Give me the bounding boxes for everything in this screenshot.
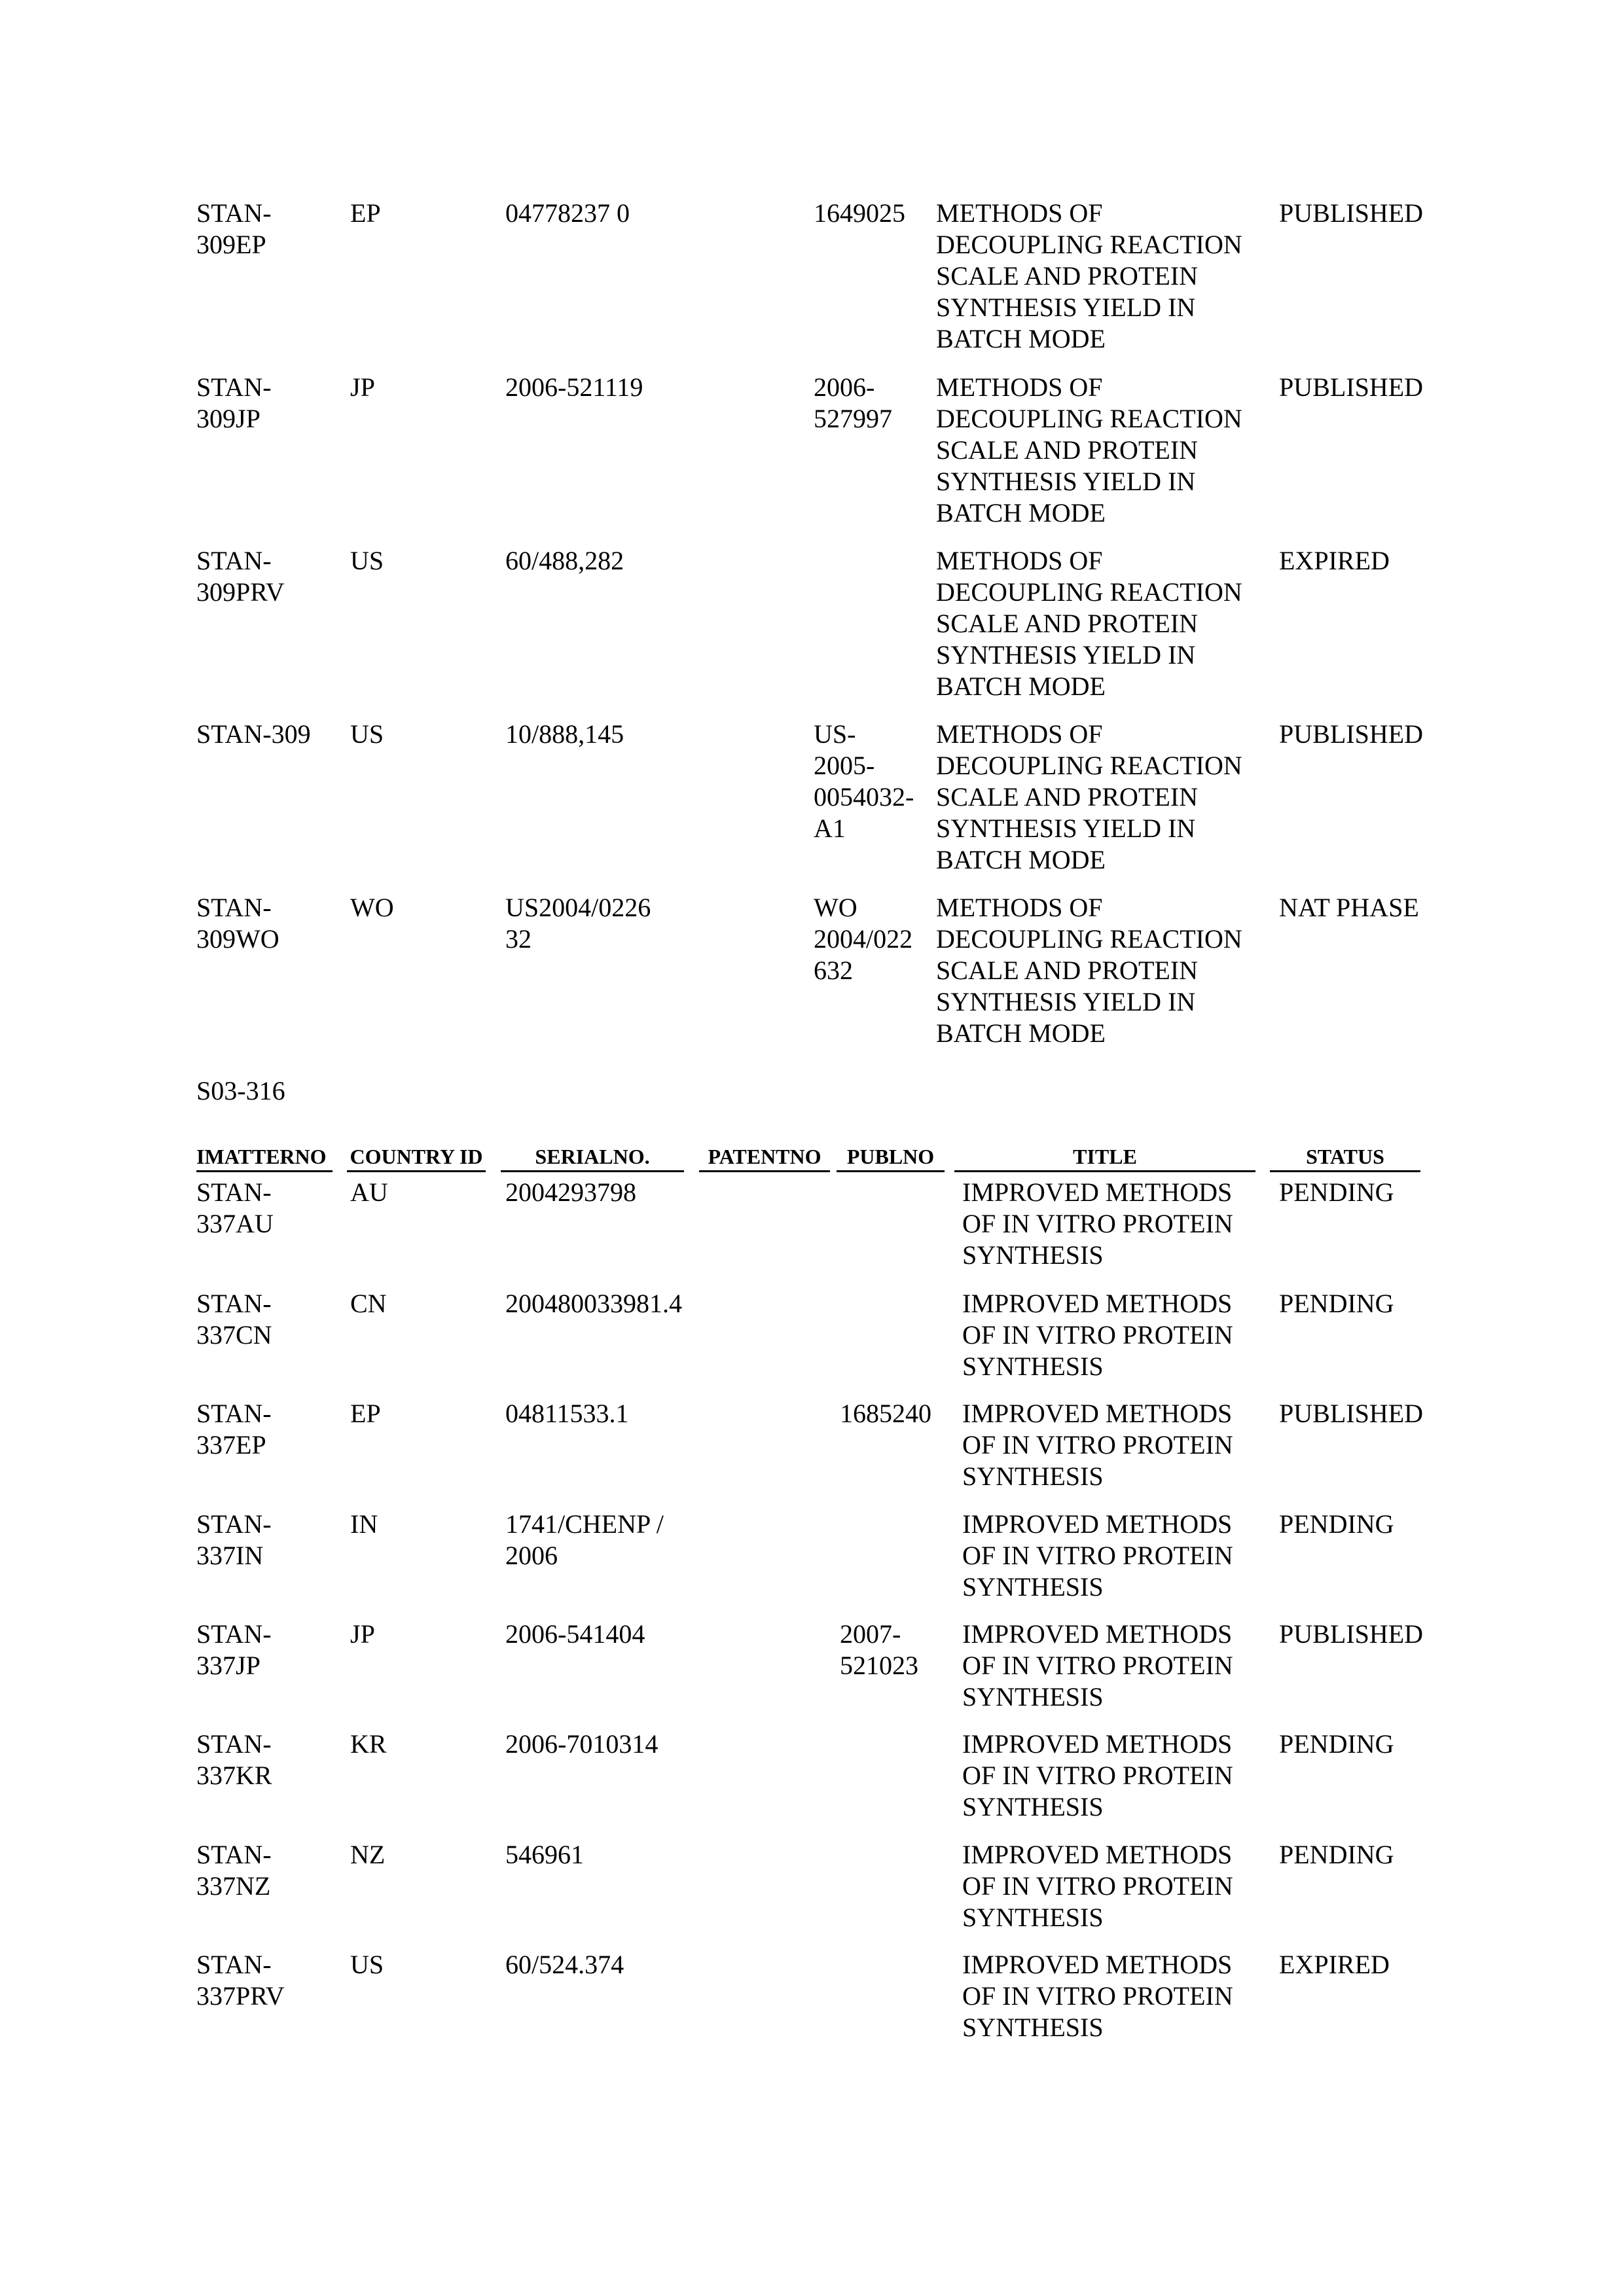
status: PENDING xyxy=(1279,1729,1394,1759)
country-id: WO xyxy=(350,893,394,922)
matter-number: STAN-309 xyxy=(196,719,311,749)
title: IMPROVED METHODS OF IN VITRO PROTEIN SYNTHESIS xyxy=(962,1509,1233,1602)
serial-number: 1741/CHENP / 2006 xyxy=(505,1509,664,1570)
country-id: US xyxy=(350,719,384,749)
country-id: EP xyxy=(350,198,381,228)
serial-number: 2006-541404 xyxy=(505,1619,645,1649)
matter-number: STAN- 337NZ xyxy=(196,1840,272,1901)
status: PUBLISHED xyxy=(1279,719,1424,749)
status: NAT PHASE xyxy=(1279,893,1419,922)
status: PENDING xyxy=(1279,1289,1394,1318)
matter-number: STAN- 337AU xyxy=(196,1177,274,1238)
serial-number: 200480033981.4 xyxy=(505,1289,682,1318)
matter-number: STAN- 337PRV xyxy=(196,1950,285,2011)
title: IMPROVED METHODS OF IN VITRO PROTEIN SYNTHESIS xyxy=(962,1399,1233,1491)
status: EXPIRED xyxy=(1279,546,1390,575)
matter-number: STAN- 309PRV xyxy=(196,546,285,607)
serial-number: 60/524.374 xyxy=(505,1950,624,1979)
country-id: IN xyxy=(350,1509,378,1539)
matter-number: STAN- 337CN xyxy=(196,1289,272,1350)
serial-number: 2004293798 xyxy=(505,1177,636,1207)
publication-number: 2007- 521023 xyxy=(840,1619,918,1680)
column-header-publication: PUBLNO xyxy=(837,1144,945,1172)
country-id: JP xyxy=(350,372,375,402)
column-header-status: STATUS xyxy=(1270,1144,1420,1172)
title: METHODS OF DECOUPLING REACTION SCALE AND PROTEIN SYNTHESIS YIELD IN BATCH MODE xyxy=(936,546,1242,701)
status: PENDING xyxy=(1279,1177,1394,1207)
column-header-matter: IMATTERNO xyxy=(196,1144,333,1172)
status: PENDING xyxy=(1279,1840,1394,1869)
serial-number: US2004/0226 32 xyxy=(505,893,651,954)
matter-number: STAN- 337IN xyxy=(196,1509,272,1570)
serial-number: 10/888,145 xyxy=(505,719,624,749)
serial-number: 2006-521119 xyxy=(505,372,643,402)
title: METHODS OF DECOUPLING REACTION SCALE AND PROTEIN SYNTHESIS YIELD IN BATCH MODE xyxy=(936,893,1242,1048)
column-header-title: TITLE xyxy=(954,1144,1255,1172)
matter-number: STAN- 309WO xyxy=(196,893,280,954)
serial-number: 04778237 0 xyxy=(505,198,630,228)
column-header-serial: SERIALNO. xyxy=(501,1144,684,1172)
matter-number: STAN- 309EP xyxy=(196,198,272,259)
section-heading: S03-316 xyxy=(196,1076,285,1105)
matter-number: STAN- 337KR xyxy=(196,1729,272,1790)
title: IMPROVED METHODS OF IN VITRO PROTEIN SYNTHESIS xyxy=(962,1619,1233,1712)
title: METHODS OF DECOUPLING REACTION SCALE AND PROTEIN SYNTHESIS YIELD IN BATCH MODE xyxy=(936,198,1242,353)
country-id: NZ xyxy=(350,1840,386,1869)
country-id: JP xyxy=(350,1619,375,1649)
matter-number: STAN- 337JP xyxy=(196,1619,272,1680)
country-id: US xyxy=(350,546,384,575)
title: IMPROVED METHODS OF IN VITRO PROTEIN SYNTHESIS xyxy=(962,1950,1233,2042)
publication-number: 1649025 xyxy=(814,198,905,228)
title: IMPROVED METHODS OF IN VITRO PROTEIN SYNTHESIS xyxy=(962,1177,1233,1270)
matter-number: STAN- 309JP xyxy=(196,372,272,433)
publication-number: US- 2005- 0054032- A1 xyxy=(814,719,914,843)
status: PUBLISHED xyxy=(1279,198,1424,228)
status: PUBLISHED xyxy=(1279,372,1424,402)
country-id: CN xyxy=(350,1289,387,1318)
status: EXPIRED xyxy=(1279,1950,1390,1979)
title: IMPROVED METHODS OF IN VITRO PROTEIN SYNTHESIS xyxy=(962,1840,1233,1932)
title: IMPROVED METHODS OF IN VITRO PROTEIN SYNTHESIS xyxy=(962,1729,1233,1821)
publication-number: WO 2004/022 632 xyxy=(814,893,913,985)
serial-number: 2006-7010314 xyxy=(505,1729,659,1759)
status: PUBLISHED xyxy=(1279,1399,1424,1428)
status: PUBLISHED xyxy=(1279,1619,1424,1649)
column-header-patent: PATENTNO xyxy=(699,1144,830,1172)
status: PENDING xyxy=(1279,1509,1394,1539)
publication-number: 1685240 xyxy=(840,1399,931,1428)
serial-number: 04811533.1 xyxy=(505,1399,629,1428)
title: IMPROVED METHODS OF IN VITRO PROTEIN SYNTHESIS xyxy=(962,1289,1233,1381)
publication-number: 2006- 527997 xyxy=(814,372,892,433)
title: METHODS OF DECOUPLING REACTION SCALE AND PROTEIN SYNTHESIS YIELD IN BATCH MODE xyxy=(936,372,1242,528)
country-id: KR xyxy=(350,1729,387,1759)
serial-number: 546961 xyxy=(505,1840,584,1869)
country-id: AU xyxy=(350,1177,388,1207)
country-id: US xyxy=(350,1950,384,1979)
country-id: EP xyxy=(350,1399,381,1428)
matter-number: STAN- 337EP xyxy=(196,1399,272,1460)
title: METHODS OF DECOUPLING REACTION SCALE AND PROTEIN SYNTHESIS YIELD IN BATCH MODE xyxy=(936,719,1242,874)
column-header-country: COUNTRY ID xyxy=(347,1144,486,1172)
serial-number: 60/488,282 xyxy=(505,546,624,575)
